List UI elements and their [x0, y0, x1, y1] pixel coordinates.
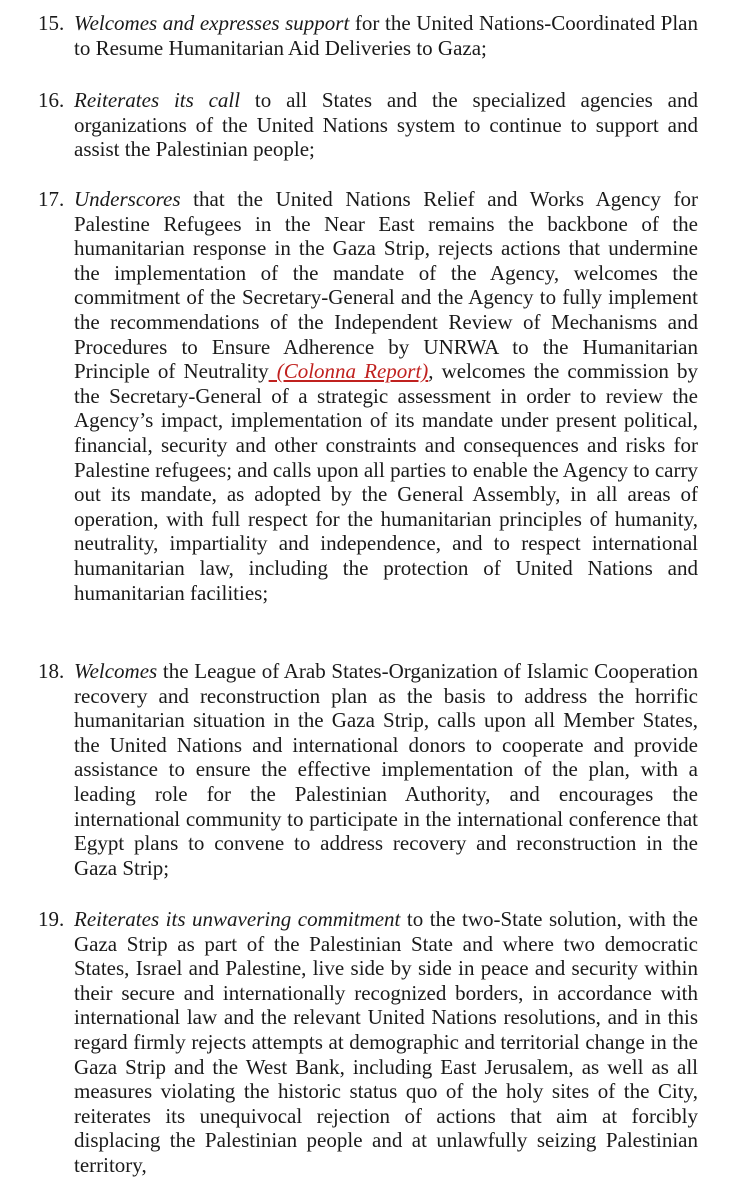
paragraph-body	[74, 88, 698, 162]
paragraph-text: that the United Nations Relief and Works Agency for Palestine Refugees in the Near East remains the backbone of the humanitarian response in the Gaza Strip, rejects actions that undermine the implementation of the mandate of the Agency, welcomes the commitment of the Secretary-General and the Agency to fully implement the recommendations of the Independent Review of Mechanisms and Procedures to Ensure Adherence by UNRWA to the Humanitarian Principle of Neutrality	[74, 187, 698, 384]
paragraph-text: to all States and the specialized agencies and organizations of the United Nations system to continue to support and assist the Palestinian people;	[74, 88, 698, 162]
paragraph-text-continued: , welcomes the commission by the Secretary-General of a strategic assessment in order to review the Agency’s impact, implementation of its mandate under present political, financial, security and other constraints and consequences and risks for Palestine refugees; and calls upon all parties to enable the Agency to carry out its mandate, as adopted by the General Assembly, in all areas of operation, with full respect for the humanitarian principles of humanity, neutrality, impartiality and independence, and to respect international humanitarian law, including the protection of United Nations and humanitarian facilities;	[74, 359, 698, 605]
operative-verb: Underscores	[74, 187, 181, 211]
paragraph-text: for the United Nations-Coordinated Plan to Resume Humanitarian Aid Deliveries to Gaza;	[74, 11, 699, 60]
paragraph-body	[74, 187, 698, 605]
inserted-text: (Colonna Report)	[268, 359, 429, 384]
operative-verb: Reiterates its call	[74, 88, 241, 112]
paragraph-number: 17.	[38, 187, 65, 211]
operative-verb: Welcomes and expresses support	[74, 11, 350, 35]
paragraph-body	[74, 907, 698, 1178]
paragraph-number: 18.	[38, 659, 65, 683]
paragraph-number: 19.	[38, 907, 65, 931]
paragraph-17	[38, 187, 698, 605]
paragraph-text: the League of Arab States-Organization of Islamic Cooperation recovery and reconstruction plan as the basis to address the horrific humanitarian situation in the Gaza Strip, calls upon all Member States, the United Nations and international donors to cooperate and provide assistance to ensure the effective implementation of the plan, with a leading role for the Palestinian Authority, and encourages the international community to participate in the international conference that Egypt plans to convene to address recovery and reconstruction in the Gaza Strip;	[74, 659, 698, 880]
paragraph-16	[38, 88, 698, 162]
paragraph-body	[74, 659, 698, 880]
paragraph-18	[38, 659, 698, 880]
paragraph-19	[38, 907, 698, 1178]
paragraph-body	[74, 11, 698, 60]
paragraph-text: to the two-State solution, with the Gaza Strip as part of the Palestinian State and where two democratic States, Israel and Palestine, live side by side in peace and security within their secure and internationally recognized borders, in accordance with international law and the relevant United Nations resolutions, and in this regard firmly rejects attempts at demographic and territorial change in the Gaza Strip and the West Bank, including East Jerusalem, as well as all measures violating the historic status quo of the holy sites of the City, reiterates its unequivocal rejection of actions that aim at forcibly displacing the Palestinian people and at unlawfully seizing Palestinian territory,	[74, 907, 698, 1177]
operative-verb: Reiterates its unwavering commitment	[74, 907, 401, 931]
operative-verb: Welcomes	[74, 659, 158, 683]
paragraph-15	[38, 11, 698, 60]
paragraph-number: 15.	[38, 11, 65, 35]
paragraph-number: 16.	[38, 88, 65, 112]
